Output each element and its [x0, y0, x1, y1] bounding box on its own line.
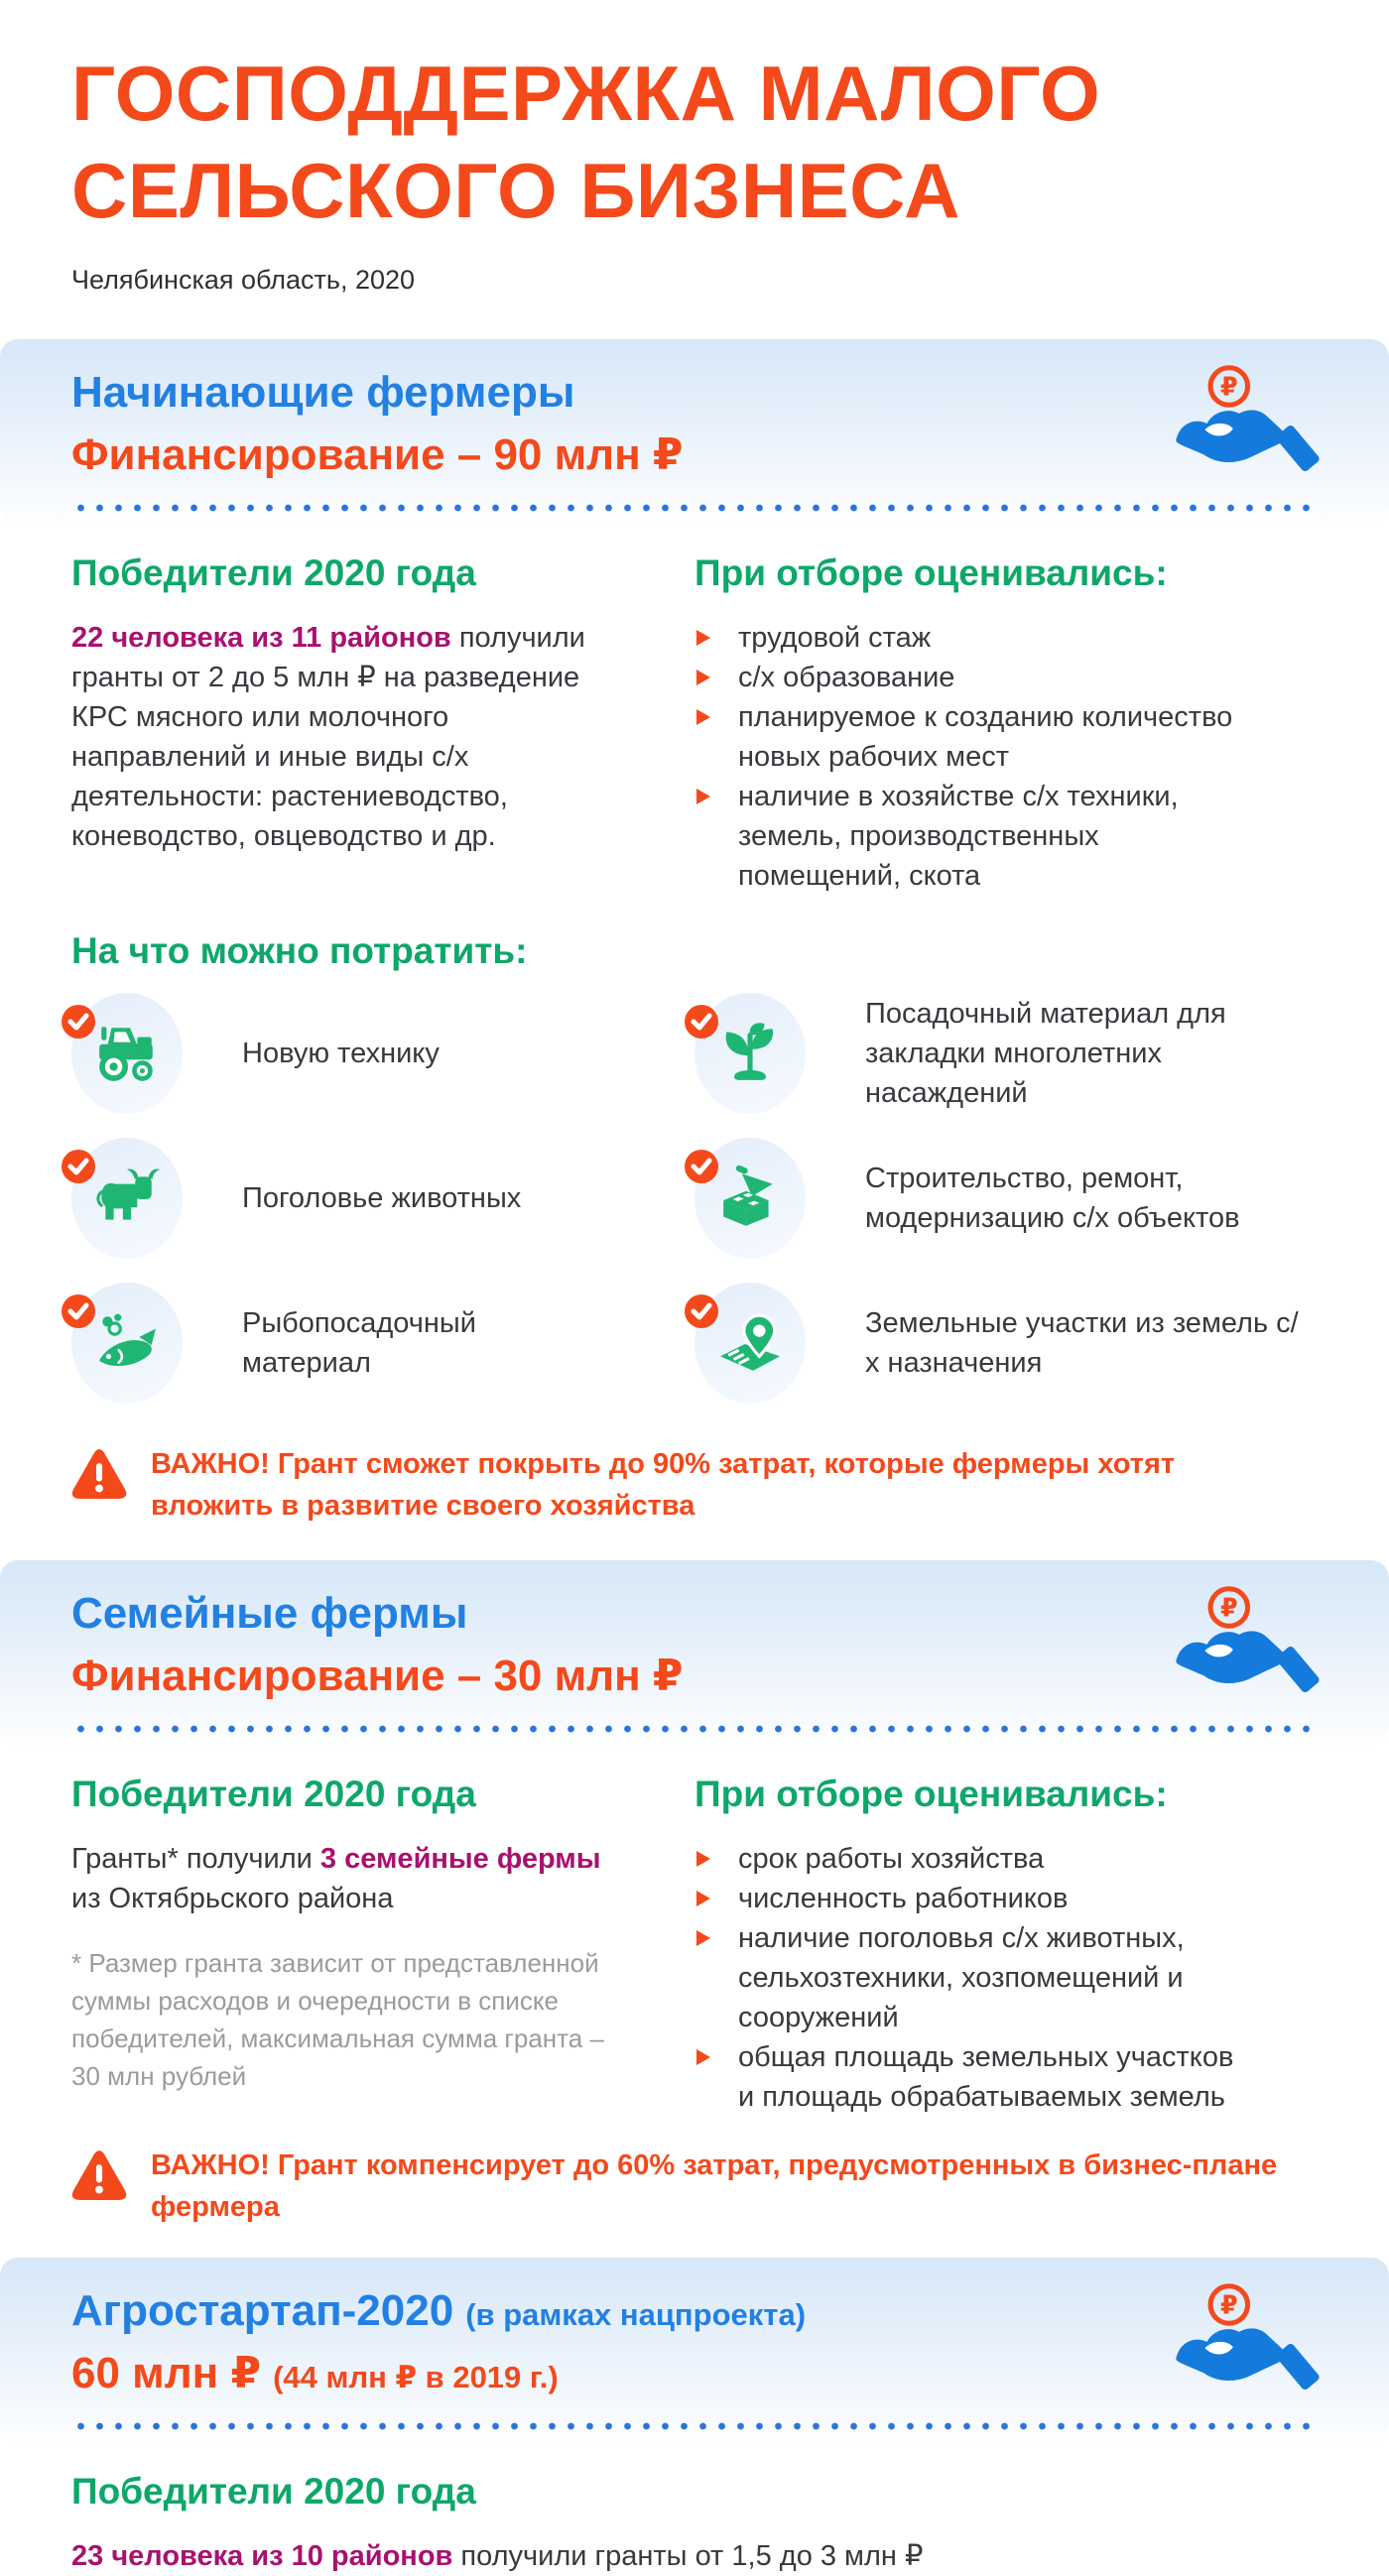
section3-funding-note: (44 млн ₽ в 2019 г.)	[273, 2360, 559, 2395]
criteria-list	[694, 1839, 1255, 2117]
fish-icon	[94, 1310, 160, 1376]
spend-item-fish-stock	[71, 1283, 694, 1404]
svg-text:₽: ₽	[1219, 1595, 1238, 1624]
spend-item-livestock	[71, 1138, 694, 1259]
winners-heading: Победители 2020 года	[71, 1774, 476, 1815]
result-rest: получили гранты от 1,5 до 3 млн ₽	[452, 2539, 924, 2572]
criteria-item: срок работы хозяйства	[694, 1839, 1255, 1879]
winners-lead: 3 семейные фермы	[319, 1843, 601, 1876]
check-badge-icon	[62, 1005, 95, 1039]
winners-heading: Победители 2020 года	[71, 552, 476, 593]
page-title	[71, 46, 1318, 239]
dotted-divider	[71, 2422, 1318, 2430]
winners-heading: Победители 2020 года	[71, 2471, 476, 2513]
spend-item-equipment	[71, 993, 694, 1114]
winners-pre: Гранты* получили	[71, 1843, 320, 1876]
result-text	[71, 2536, 1262, 2576]
warning-note-2	[0, 2145, 1389, 2228]
criteria-item: с/х образование	[694, 658, 1255, 697]
spend-grid	[71, 993, 1318, 1404]
result-lead: 23 человека из 10 районов	[71, 2539, 453, 2572]
cattle-icon	[94, 1165, 160, 1231]
criteria-item: планируемое к созданию количество новых рабочих мест	[694, 697, 1255, 777]
ruble-hand-icon	[1169, 1582, 1320, 1707]
criteria-heading: При отборе оценивались:	[694, 1774, 1168, 1815]
dotted-divider	[71, 504, 1318, 512]
winners-text	[71, 618, 612, 856]
spend-item-planting-material	[694, 993, 1318, 1114]
section-family-farms-panel	[0, 1560, 1389, 1745]
section1-funding-amount: Финансирование – 90 млн ₽	[71, 430, 684, 479]
winners-rest: получили гранты от 2 до 5 млн ₽ на разведение КРС мясного или молочного направлений и иные виды с/х деятельности: растениеводство, коневодство, овцеводство и др.	[71, 621, 585, 852]
criteria-item: трудовой стаж	[694, 618, 1255, 658]
section3-funding-amount: 60 млн ₽	[71, 2349, 262, 2398]
section-agrostartup-panel	[0, 2258, 1389, 2442]
check-badge-icon	[62, 1150, 95, 1183]
section2-content	[0, 1745, 1389, 2117]
spend-label: Поголовье животных	[242, 1182, 522, 1215]
criteria-list	[694, 618, 1255, 896]
seedling-icon	[717, 1021, 783, 1086]
section3-title-row	[71, 2286, 1318, 2336]
criteria-item: численность работников	[694, 1879, 1255, 1918]
section2-funding-amount: Финансирование – 30 млн ₽	[71, 1652, 684, 1701]
ruble-hand-icon	[1169, 361, 1320, 486]
criteria-item: наличие поголовья с/х животных, сельхозтехники, хозпомещений и сооружений	[694, 1918, 1255, 2037]
warning-icon	[71, 1448, 127, 1501]
spend-item-land	[694, 1283, 1318, 1404]
section3-funding-row	[71, 2349, 1318, 2398]
section2-title: Семейные фермы	[71, 1589, 468, 1639]
page-title-line1: ГОСПОДДЕРЖКА МАЛОГО	[71, 50, 1101, 137]
criteria-heading: При отборе оценивались:	[694, 552, 1168, 593]
winners-text	[71, 1839, 612, 1918]
section3-title-note: (в рамках нацпроекта)	[465, 2297, 807, 2333]
spend-heading: На что можно потратить:	[71, 929, 528, 971]
section1-title: Начинающие фермеры	[71, 368, 575, 417]
section1-content	[0, 524, 1389, 1404]
spend-label: Новую технику	[242, 1038, 440, 1070]
page-title-line2: СЕЛЬСКОГО БИЗНЕСА	[71, 146, 960, 234]
svg-text:₽: ₽	[1219, 373, 1238, 402]
section3-title: Агростартап-2020	[71, 2286, 454, 2336]
spend-label: Строительство, ремонт, модернизацию с/х объектов	[865, 1163, 1240, 1235]
spend-item-construction	[694, 1138, 1318, 1259]
winners-post: из Октябрьского района	[71, 1883, 394, 1915]
warning-icon	[71, 2149, 127, 2202]
section3-content	[0, 2472, 1389, 2576]
section-beginner-farmers-panel	[0, 339, 1389, 524]
ruble-hand-icon	[1169, 2279, 1320, 2404]
check-badge-icon	[685, 1294, 718, 1328]
grant-footnote: * Размер гранта зависит от представленной суммы расходов и очередности в списке победителей, максимальная сумма гранта – 30 млн рублей	[71, 1948, 604, 2092]
criteria-item: общая площадь земельных участков и площадь обрабатываемых земель	[694, 2037, 1255, 2117]
page-subtitle: Челябинская область, 2020	[71, 265, 416, 295]
warning-note-1	[0, 1443, 1389, 1527]
land-plot-icon	[717, 1310, 783, 1376]
winners-lead: 22 человека из 11 районов	[71, 621, 451, 654]
tractor-icon	[94, 1021, 160, 1086]
warning-text: ВАЖНО! Грант компенсирует до 60% затрат, предусмотренных в бизнес-плане фермера	[151, 2149, 1278, 2224]
page-header	[0, 0, 1389, 296]
criteria-item: наличие в хозяйстве с/х техники, земель, производственных помещений, скота	[694, 777, 1255, 896]
check-badge-icon	[685, 1005, 718, 1039]
check-badge-icon	[685, 1150, 718, 1183]
svg-text:₽: ₽	[1219, 2291, 1238, 2320]
spend-label: Рыбопосадочный материал	[242, 1307, 476, 1380]
construction-icon	[717, 1165, 783, 1231]
warning-text: ВАЖНО! Грант сможет покрыть до 90% затрат, которые фермеры хотят вложить в развитие своего хозяйства	[151, 1448, 1176, 1523]
dotted-divider	[71, 1725, 1318, 1733]
spend-label: Земельные участки из земель с/х назначения	[865, 1307, 1299, 1380]
check-badge-icon	[62, 1294, 95, 1328]
spend-label: Посадочный материал для закладки многолетних насаждений	[865, 998, 1226, 1110]
